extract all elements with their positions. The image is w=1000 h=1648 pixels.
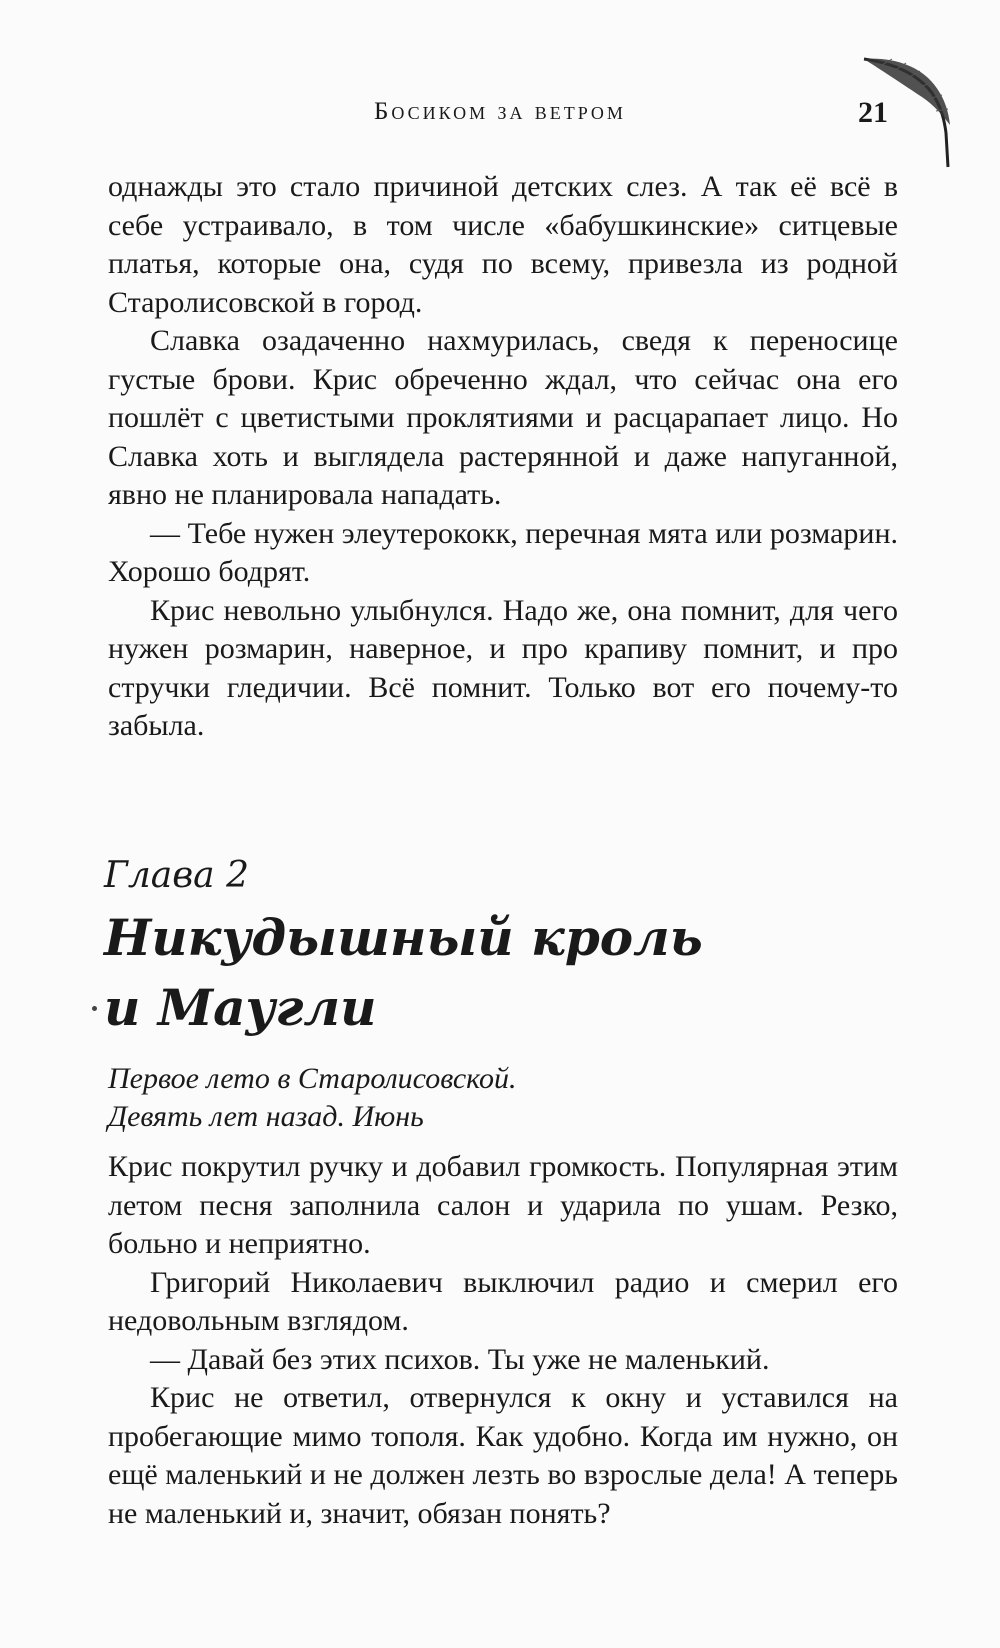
text-section-1 [108, 168, 898, 746]
paragraph: — Давай без этих психов. Ты уже не маленький. [150, 1342, 770, 1376]
epigraph [108, 1060, 517, 1136]
page-number: 21 [858, 96, 888, 129]
paragraph: Крис покрутил ручку и добавил громкость. Популярная этим летом песня заполнила салон и ударила по ушам. Резко, больно и неприятно. [108, 1150, 898, 1260]
text-section-2 [108, 1148, 898, 1533]
paragraph: — Тебе нужен элеутерококк, перечная мята или розмарин. Хорошо бодрят. [108, 516, 898, 588]
paragraph: Славка озадаченно нахмурилась, сведя к переносице густые брови. Крис обреченно ждал, что сейчас она его пошлёт с цветистыми проклятиями и расцарапает лицо. Но Славка хоть и выглядела растерянной и даже напуганной, явно не планировала нападать. [108, 324, 898, 511]
decorative-dot [92, 1006, 97, 1011]
paragraph: Григорий Николаевич выключил радио и смерил его недовольным взглядом. [108, 1265, 898, 1337]
feather-icon [862, 55, 952, 170]
chapter-number: Глава 2 [104, 855, 249, 896]
running-title: Босиком за ветром [374, 98, 626, 125]
paragraph: Крис невольно улыбнулся. Надо же, она помнит, для чего нужен розмарин, наверное, и про крапиву помнит, и про стручки гледичии. Всё помнит. Только вот его почему-то забыла. [108, 593, 898, 742]
epigraph-line: Первое лето в Старолисовской. [108, 1062, 517, 1095]
paragraph: Крис не ответил, отвернулся к окну и уставился на пробегающие мимо тополя. Как удобно. Когда им нужно, он ещё маленький и не должен лезть во взрослые дела! А теперь не маленький и, значит, обязан понять? [108, 1381, 898, 1530]
chapter-title [104, 903, 904, 1043]
epigraph-line: Девять лет назад. Июнь [108, 1100, 424, 1133]
chapter-title-line: и Маугли [104, 978, 377, 1037]
paragraph: однажды это стало причиной детских слез. А так её всё в себе устраивало, в том числе «бабушкинские» ситцевые платья, которые она, судя по всему, привезла из родной Старолисовской в город. [108, 170, 898, 319]
chapter-title-line: Никудышный кроль [104, 908, 703, 967]
